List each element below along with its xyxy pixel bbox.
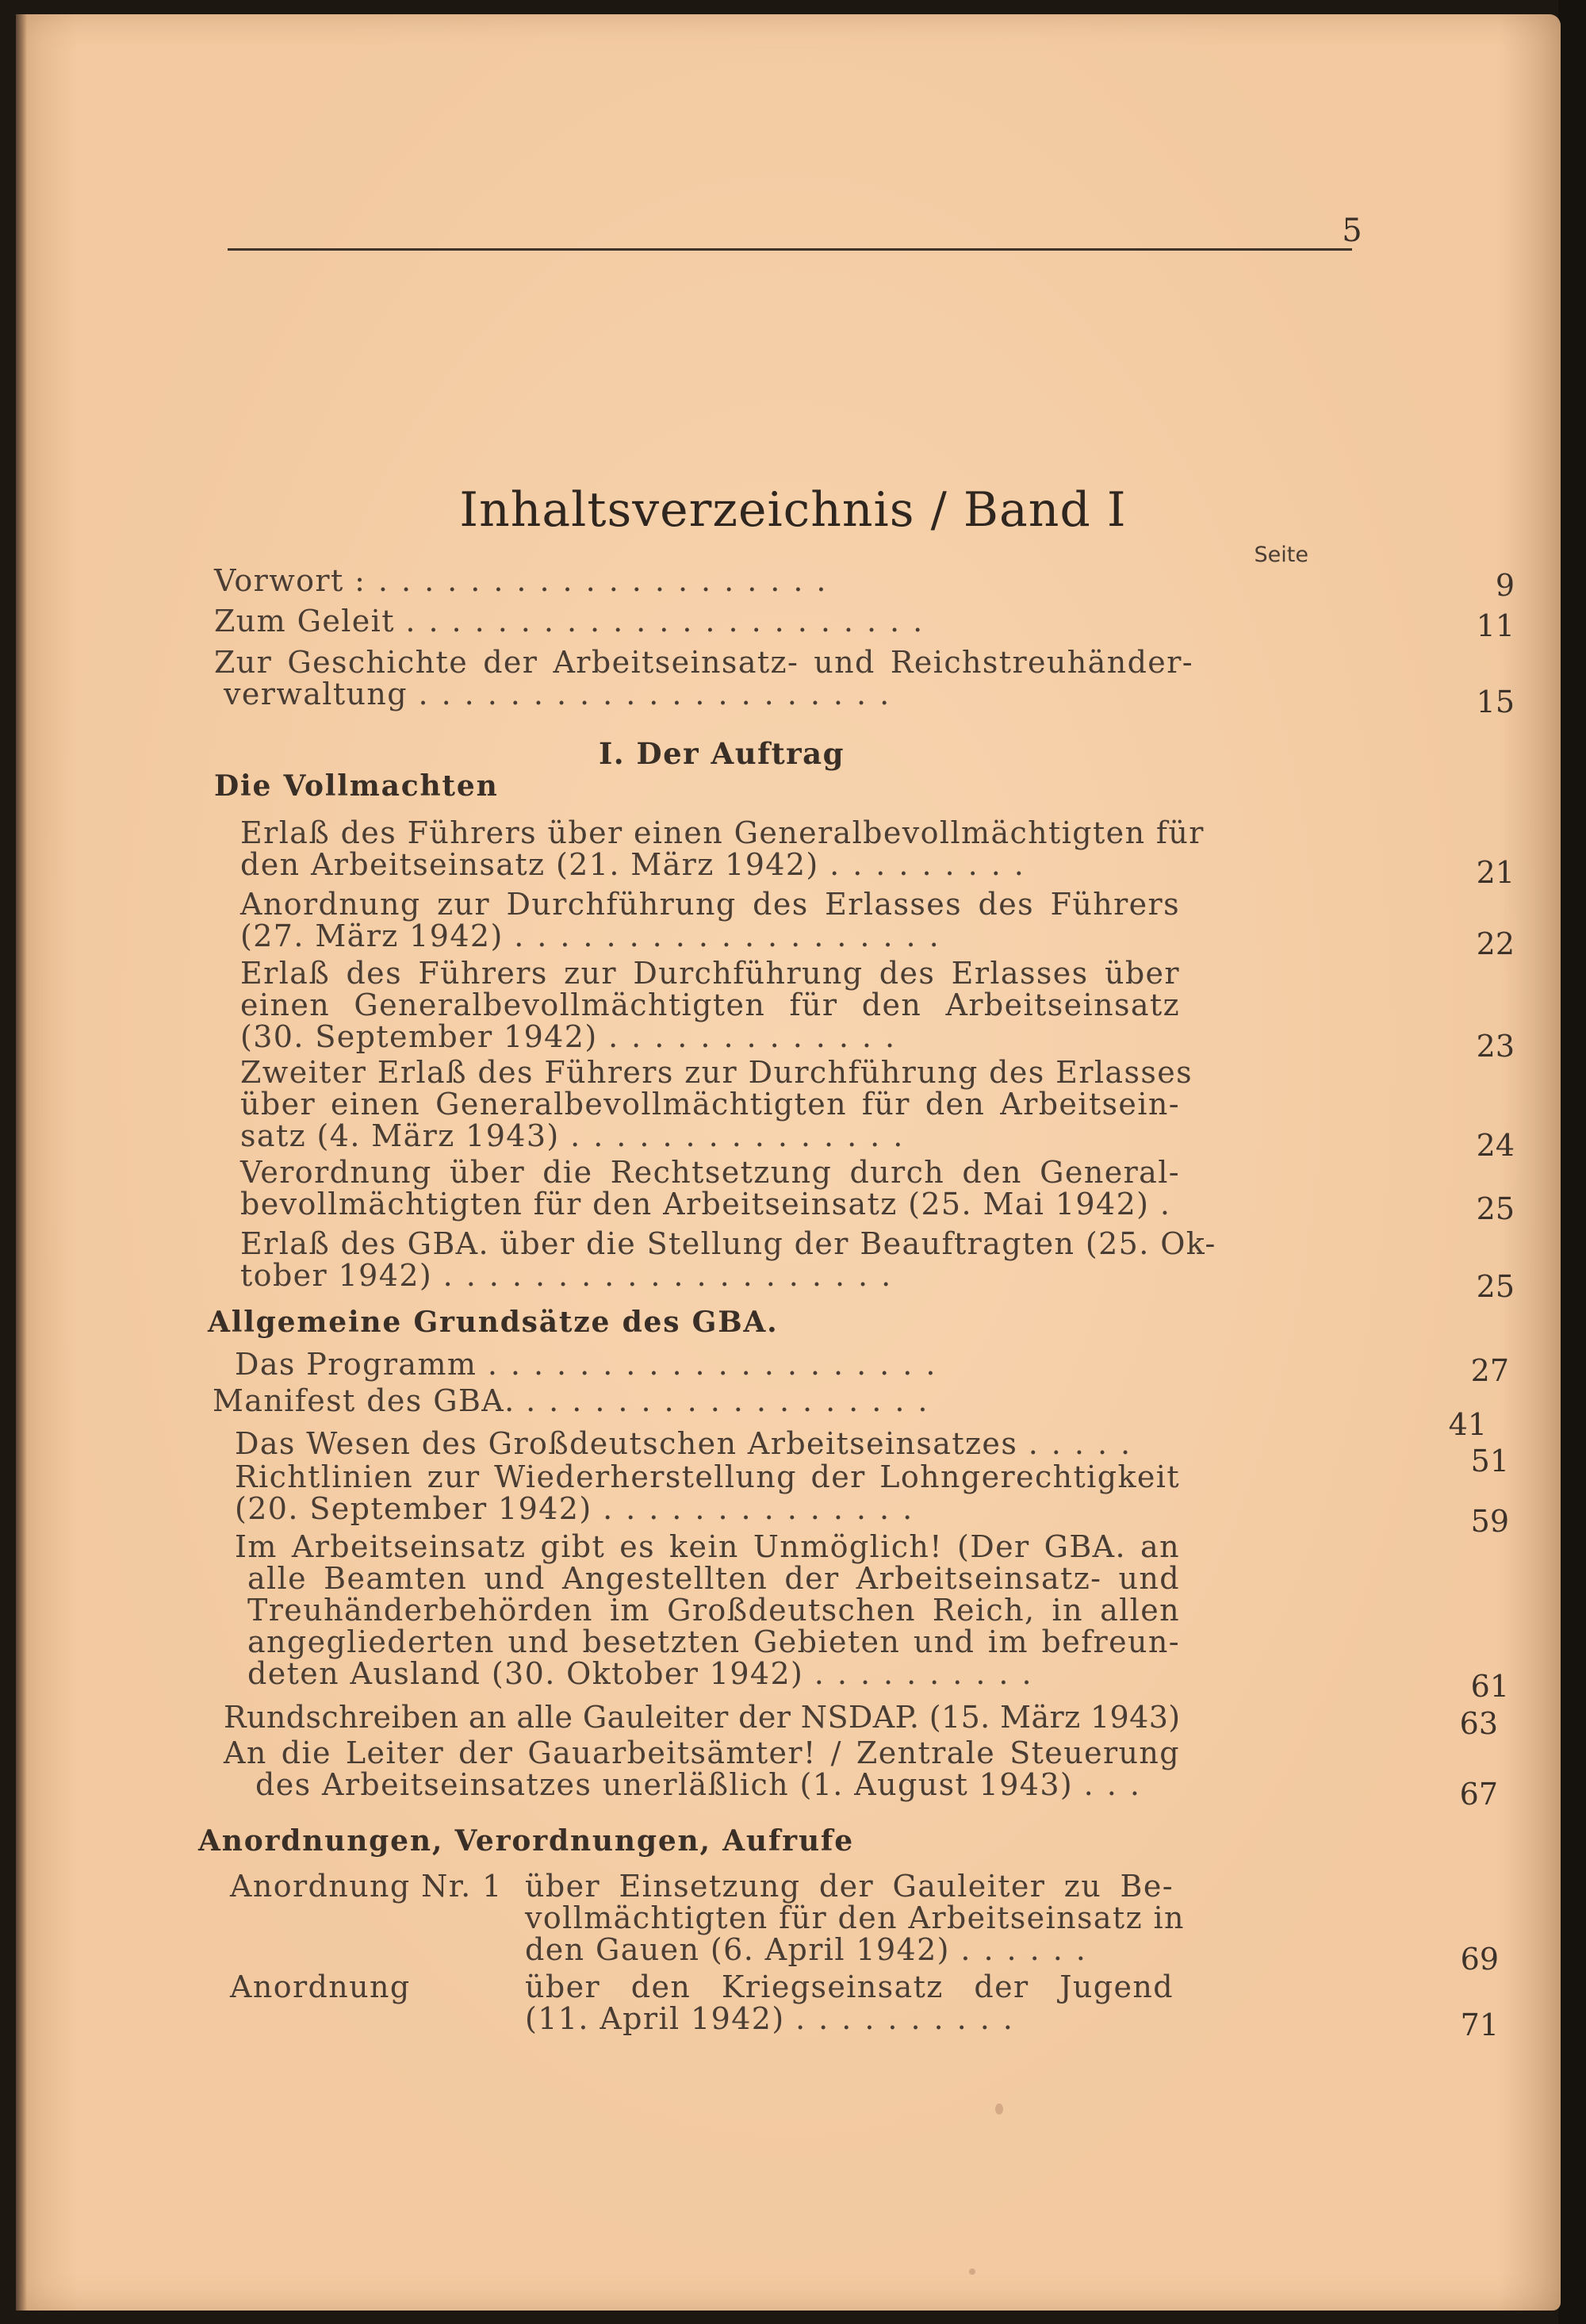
dot-leader: ............. [608,1019,909,1054]
entry-text: Treuhänderbehörden im Großdeutschen Reich, in allen [247,1593,1180,1628]
entry-text: Zum Geleit [214,604,395,639]
dot-leader: .................. [526,1383,941,1418]
header-rule [228,248,1352,251]
part-title: I. Der Auftrag [598,736,845,771]
toc-entry [224,1735,1498,1812]
dot-leader: .......... [814,1656,1045,1691]
entry-text: Zweiter Erlaß des Führers zur Durchführung des Erlasses [240,1055,1193,1090]
entry-page: 9 [1495,568,1515,603]
entry-page: 24 [1476,1128,1515,1163]
page-number: 5 [1342,213,1362,249]
toc-entry [240,1055,1515,1163]
entry-page: 23 [1476,1029,1515,1064]
dot-leader: .............. [603,1491,926,1526]
toc-entry-vorwort [214,563,1515,603]
entry-page: 61 [1470,1669,1509,1704]
entry-text: Erlaß des GBA. über die Stellung der Beauftragten (25. Ok- [240,1226,1216,1261]
entry-text: verwaltung [224,677,408,711]
paper-stain [995,2103,1003,2115]
entry-text: Anordnung zur Durchführung des Erlasses des Führers [240,887,1180,922]
toc-entry [213,1383,1487,1442]
dot-leader: ............... [570,1118,917,1153]
entry-text: den Arbeitseinsatz (21. März 1942) [240,847,819,882]
dot-leader: .................... [487,1347,949,1382]
dot-leader: ....................... [405,604,937,639]
entry-text: (30. September 1942) [240,1019,598,1054]
entry-text: Erlaß des Führers zur Durchführung des Erlasses über [240,956,1180,991]
toc-entry-zur-geschichte [214,645,1515,719]
entry-page: 41 [1448,1407,1487,1442]
dot-leader: ................... [514,918,952,953]
entry-text: An die Leiter der Gauarbeitsämter! / Zentrale Steuerung [224,1735,1180,1770]
entry-text: Vorwort [214,563,344,598]
entry-page: 51 [1470,1444,1509,1478]
toc-entry [240,1155,1515,1226]
entry-text: alle Beamten und Angestellten der Arbeitseinsatz- und [247,1561,1180,1596]
entry-page: 59 [1470,1504,1509,1539]
entry-page: 11 [1476,608,1515,643]
dot-leader: ...... [960,1932,1099,1967]
entry-page: 25 [1476,1191,1515,1226]
entry-text: angegliederten und besetzten Gebieten und im befreun- [247,1624,1180,1659]
group-heading-grundsaetze: Allgemeine Grundsätze des GBA. [208,1306,779,1339]
entry-text: einen Generalbevollmächtigten für den Arbeitseinsatz [240,988,1180,1022]
entry-text: Richtlinien zur Wiederherstellung der Lohngerechtigkeit [235,1459,1180,1494]
toc-entry [235,1529,1509,1704]
backdrop [1558,0,1586,2324]
dot-leader: ..... [1028,1426,1144,1461]
dot-leader: ..................... [418,677,903,711]
group-heading-vollmachten: Die Vollmachten [214,769,499,803]
toc-entry [240,815,1515,890]
toc-entry [230,1869,1499,1977]
entry-text: Im Arbeitseinsatz gibt es kein Unmöglich! (Der GBA. an [235,1529,1180,1564]
toc-title: Inhaltsverzeichnis / Band I [459,482,1127,538]
binding-edge [16,14,27,2311]
entry-text: Das Wesen des Großdeutschen Arbeitseinsatzes [235,1426,1018,1461]
toc-entry-zum-geleit [214,604,1515,643]
entry-text: Erlaß des Führers über einen Generalbevollmächtigten für [240,815,1205,850]
toc-entry [235,1347,1509,1388]
page-column-label: Seite [1254,543,1308,567]
entry-page: 71 [1460,2008,1499,2042]
entry-label: Anordnung Nr. 1 [230,1869,503,1904]
entry-text: über Einsetzung der Gauleiter zu Be- [525,1869,1174,1904]
entry-page: 27 [1470,1353,1509,1388]
entry-text: über einen Generalbevollmächtigten für den Arbeitsein- [240,1087,1180,1122]
entry-text: deten Ausland (30. Oktober 1942) [247,1656,804,1691]
entry-text: Das Programm [235,1347,477,1382]
entry-page: 69 [1460,1942,1499,1977]
dot-leader: .................... [442,1258,905,1293]
entry-text: des Arbeitseinsatzes unerläßlich (1. August 1943) [255,1767,1074,1802]
dot-leader: :.................... [354,563,840,598]
toc-entry [224,1700,1498,1741]
dot-leader: . [1159,1187,1183,1221]
entry-text: (11. April 1942) [525,2001,785,2036]
dot-leader: .......... [795,2001,1026,2036]
entry-text: (20. September 1942) [235,1491,592,1526]
entry-text: (27. März 1942) [240,918,504,953]
entry-page: 67 [1459,1777,1498,1812]
entry-text: Rundschreiben an alle Gauleiter der NSDAP. (15. März 1943) [224,1700,1181,1735]
toc-entry [240,956,1515,1064]
entry-label: Anordnung [230,1969,411,2004]
entry-page: 15 [1476,685,1515,719]
paper-stain [969,2268,975,2275]
entry-page: 25 [1476,1269,1515,1304]
dot-leader: ......... [829,847,1037,882]
entry-text: bevollmächtigten für den Arbeitseinsatz (25. Mai 1942) [240,1187,1150,1221]
entry-page: 21 [1476,855,1515,890]
entry-text: Verordnung über die Rechtsetzung durch den General- [240,1155,1180,1190]
entry-text: über den Kriegseinsatz der Jugend [525,1969,1174,2004]
entry-text: Manifest des GBA. [213,1383,515,1418]
entry-text: vollmächtigten für den Arbeitseinsatz in [525,1900,1185,1935]
entry-text: Zur Geschichte der Arbeitseinsatz- und Reichstreuhänder- [214,645,1193,680]
toc-entry [240,887,1515,961]
entry-page: 63 [1459,1706,1498,1741]
entry-text: tober 1942) [240,1258,433,1293]
toc-entry [240,1226,1515,1304]
entry-page: 22 [1476,926,1515,961]
toc-entry [230,1969,1499,2042]
dot-leader: ... [1083,1767,1153,1802]
entry-text: den Gauen (6. April 1942) [525,1932,950,1967]
entry-text: satz (4. März 1943) [240,1118,560,1153]
group-heading-anordnungen: Anordnungen, Verordnungen, Aufrufe [198,1824,854,1858]
